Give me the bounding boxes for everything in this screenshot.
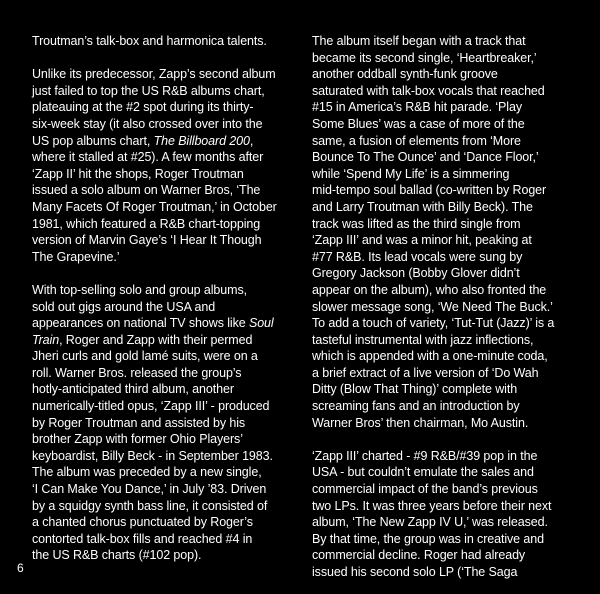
text-line: Ditty (Blow That Thing)’ complete with — [312, 382, 518, 397]
text-line: Warner Bros’ then chairman, Mo Austin. — [312, 415, 529, 430]
text-line: two LPs. It was three years before their next — [312, 498, 552, 513]
text-line — [32, 133, 300, 150]
text-line: issued his second solo LP (‘The Saga — [312, 565, 518, 579]
text-line — [32, 315, 300, 332]
text-run: US pop albums chart, — [32, 133, 154, 148]
text-line: commercial impact of the band’s previous — [312, 482, 538, 497]
text-line: by a squidgy synth bass line, it consisted of — [32, 498, 268, 513]
text-line: commercial decline. Roger had already — [312, 548, 526, 563]
text-run: , Roger and Zapp with their permed — [59, 332, 253, 347]
text-line: sold out gigs around the USA and — [32, 299, 216, 314]
text-line: track was lifted as the third single from — [312, 216, 521, 231]
text-line: By that time, the group was in creative and — [312, 531, 544, 546]
text-line: The album was preceded by a new single, — [32, 465, 262, 480]
text-line: Unlike its predecessor, Zapp’s second album — [32, 67, 276, 82]
text-line: a chanted chorus punctuated by Roger’s — [32, 515, 253, 530]
text-line: tasteful instrumental with jazz inflections, — [312, 332, 534, 347]
text-line: With top-selling solo and group albums, — [32, 282, 247, 297]
text-line: Some Blues’ was a case of more of the — [312, 116, 525, 131]
text-line: by Roger Troutman and assisted by his — [32, 415, 246, 430]
text-line: version of Marvin Gaye’s ‘I Hear It Though — [32, 233, 262, 248]
text-line: numerically-titled opus, ‘Zapp III’ - produced — [32, 399, 270, 414]
text-line: screaming fans and an introduction by — [312, 399, 520, 414]
text-line: six-week stay (it also crossed over into the — [32, 116, 263, 131]
text-line: appear on the album), who also fronted the — [312, 282, 547, 297]
text-run: , — [249, 133, 254, 148]
text-line: ‘Zapp III’ charted - #9 R&B/#39 pop in the — [312, 448, 538, 463]
paragraph-zapp-iii-chart — [312, 448, 582, 581]
text-line: just failed to top the US R&B albums chart, — [32, 83, 265, 98]
text-line: mid-tempo soul ballad (co-written by Roger — [312, 183, 547, 198]
text-line: #15 in America’s R&B hit parade. ‘Play — [312, 100, 522, 115]
text-line: contorted talk-box fills and reached #4 in — [32, 531, 253, 546]
paragraph-zapp-ii-chart — [32, 66, 300, 265]
text-line: plateauing at the #2 spot during its thirty- — [32, 100, 254, 115]
text-line: the US R&B charts (#102 pop). — [32, 548, 202, 563]
text-line: ‘Zapp III’ and was a minor hit, peaking at — [312, 233, 532, 248]
text-line: brother Zapp with former Ohio Players’ — [32, 432, 243, 447]
italic-title-soul-train: Soul — [248, 316, 274, 331]
italic-title-billboard-200: The Billboard 200 — [153, 133, 250, 148]
text-line: and Larry Troutman with Billy Beck). The — [312, 199, 533, 214]
text-line: 1981, which featured a R&B chart-topping — [32, 216, 261, 231]
text-line: became its second single, ‘Heartbreaker,’ — [312, 50, 537, 65]
text-line: The album itself began with a track that — [312, 34, 526, 48]
text-line: which is appended with a one-minute coda, — [312, 349, 548, 364]
text-line: Gregory Jackson (Bobby Glover didn’t — [312, 266, 520, 281]
text-line: USA - but couldn’t emulate the sales and — [312, 465, 534, 480]
text-line: ‘I Can Make You Dance,’ in July ’83. Driven — [32, 482, 267, 497]
paragraph-talents — [32, 33, 300, 50]
text-line: same, a fusion of elements from ‘More — [312, 133, 521, 148]
text-line: where it stalled at #25). A few months after — [32, 150, 264, 165]
paragraph-zapp-iii-release — [32, 282, 300, 564]
text-line: Bounce To The Ounce’ and ‘Dance Floor,’ — [312, 150, 539, 165]
text-line: hotly-anticipated third album, another — [32, 382, 234, 397]
text-line: saturated with talk-box vocals that reached — [312, 83, 545, 98]
text-line: #77 R&B. Its lead vocals were sung by — [312, 249, 523, 264]
text-line: roll. Warner Bros. released the group’s — [32, 365, 242, 380]
text-line: slower message song, ‘We Need The Buck.’ — [312, 299, 553, 314]
text-line: a brief extract of a live version of ‘Do Wah — [312, 365, 539, 380]
text-line: issued a solo album on Warner Bros, ‘The — [32, 183, 261, 198]
text-line: Troutman’s talk-box and harmonica talents. — [32, 34, 267, 48]
text-line: another oddball synth-funk groove — [312, 67, 498, 82]
text-line: album, ‘The New Zapp IV U,’ was released. — [312, 515, 548, 530]
left-column — [32, 33, 300, 564]
text-line — [32, 332, 300, 349]
paragraph-album-tracks — [312, 33, 582, 431]
text-line: keyboardist, Billy Beck - in September 1983. — [32, 448, 273, 463]
text-line: The Grapevine.’ — [32, 249, 120, 264]
text-line: Many Facets Of Roger Troutman,’ in October — [32, 199, 277, 214]
page-number: 6 — [17, 561, 24, 575]
text-line: To add a touch of variety, ‘Tut-Tut (Jazz)’ is a — [312, 316, 555, 331]
italic-title-soul-train: Train — [32, 332, 60, 347]
right-column — [312, 33, 582, 581]
text-line: while ‘Spend My Life’ is a simmering — [312, 166, 510, 181]
text-run: appearances on national TV shows like — [32, 316, 249, 331]
text-line: Jheri curls and gold lamé suits, were on a — [32, 349, 258, 364]
text-line: ‘Zapp II’ hit the shops, Roger Troutman — [32, 166, 244, 181]
